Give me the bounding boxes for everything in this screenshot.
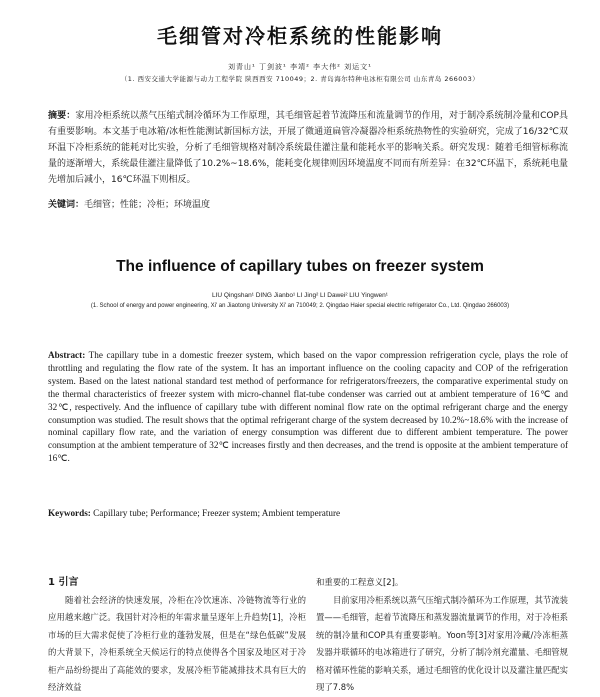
english-keywords — [48, 507, 568, 520]
chinese-abstract-label: 摘要： — [48, 111, 76, 121]
chinese-abstract — [48, 108, 568, 188]
body-paragraph-right: 目前家用冷柜系统以蒸气压缩式制冷循环为工作原理，其节流装置——毛细管，起着节流降压和蒸发器流量调节的作用，对于冷柜系统的制冷量和COP具有重要影响。Yoon等[3]对家用冷藏/冷冻柜蒸发器并联循环的电冰箱进行了研究，分析了制冷剂充灌量、毛细管规格对循环性能的影响关系，通过毛细管的优化设计以及灌注量匹配实现了7.8% — [316, 594, 568, 692]
section-heading-introduction: 1 引言 — [48, 577, 79, 588]
english-abstract — [48, 349, 568, 465]
english-abstract-label: Abstract: — [48, 350, 86, 360]
chinese-keywords-text: 毛细管；性能；冷柜；环境温度 — [84, 200, 211, 210]
english-keywords-label: Keywords: — [48, 508, 91, 518]
english-keywords-text: Capillary tube; Performance; Freezer system; Ambient temperature — [93, 508, 341, 518]
chinese-keywords-label: 关键词： — [48, 200, 85, 210]
body-left-column — [48, 574, 306, 697]
body-right-column — [316, 574, 568, 697]
chinese-abstract-text: 家用冷柜系统以蒸气压缩式制冷循环为工作原理，其毛细管起着节流降压和流量调节的作用，对于制冷系统制冷量和COP具有重要影响。本文基于电冰箱/冰柜性能测试新国标方法，开展了微通道扁管冷凝器冷柜系统热物性的实验研究，完成了16/32℃双环温下冷柜系统的能耗对比实验，分析了毛细管规格对制冷系统最佳灌注量和能耗水平的影响关系。研究发现：随着毛细管标称流量的逐渐增大，系统最佳灌注量降低了10.2%~18.6%，能耗变化规律则因环境温度不同而有所差异：在32℃环温下，系统耗电量先增加后减小，16℃环温下则相反。 — [48, 111, 568, 185]
chinese-title: 毛细管对冷柜系统的性能影响 — [157, 24, 443, 48]
english-authors: LIU Qingshan¹ DING Jianbo¹ LI Jing² LI Dawei² LIU Yingwen¹ — [212, 292, 388, 299]
english-affiliation: (1. School of energy and power engineering, Xi' an Jiaotong University Xi' an 710049; 2. Qingdao Haier special electric refrigerator Co., Ltd. Qingdao 266003) — [90, 303, 510, 309]
english-title: The influence of capillary tubes on freezer system — [116, 258, 484, 275]
english-abstract-text: The capillary tube in a domestic freezer system, which based on the vapor compression refrigeration cycle, plays the role of throttling and regulating the flow rate of the system. It has an important influence on the cooling capacity and COP of the refrigeration system. Based on the latest national standard test method of performance for refrigerators/freezers, the comparative experimental study on the thermal characteristics of freezer system with micro-channel flat-tube condenser was carried out at ambient temperature of 16℃ and 32℃, respectively. And the influence of capillary tube with different nominal flow rate on the optimal refrigerant charge and the energy consumption was studied. The result shows that the optimal refrigerant charge of the system decreased by 10.2%~18.6% with the increase of nominal capillary flow rate, and the variation of energy consumption was different due to different ambient temperature. The power consumption at the ambient temperature of 32℃ increases firstly and then decreases, and the trend is opposite at the ambient temperature of 16℃. — [48, 350, 568, 464]
body-paragraph-continuation: 和重要的工程意义[2]。 — [316, 577, 404, 587]
chinese-authors: 刘青山¹ 丁剑波¹ 李靖² 李大伟² 刘运文¹ — [228, 63, 372, 71]
chinese-keywords — [48, 198, 568, 212]
body-paragraph-left: 随着社会经济的快速发展，冷柜在冷饮速冻、冷链物流等行业的应用越来越广泛。我国针对冷柜的年需求量呈逐年上升趋势[1]，冷柜市场的巨大需求促使了冷柜行业的蓬勃发展，但是在“绿色低碳”发展的大背景下，冷柜系统全天候运行的特点使得各个国家及地区对于冷柜产品纷纷提出了高能效的要求，发展冷柜节能减排技术具有巨大的经济效益 — [48, 594, 306, 692]
chinese-affiliation: （1. 西安交通大学能源与动力工程学院 陕西西安 710049；2. 青岛海尔特种电冰柜有限公司 山东青岛 266003） — [120, 75, 480, 83]
